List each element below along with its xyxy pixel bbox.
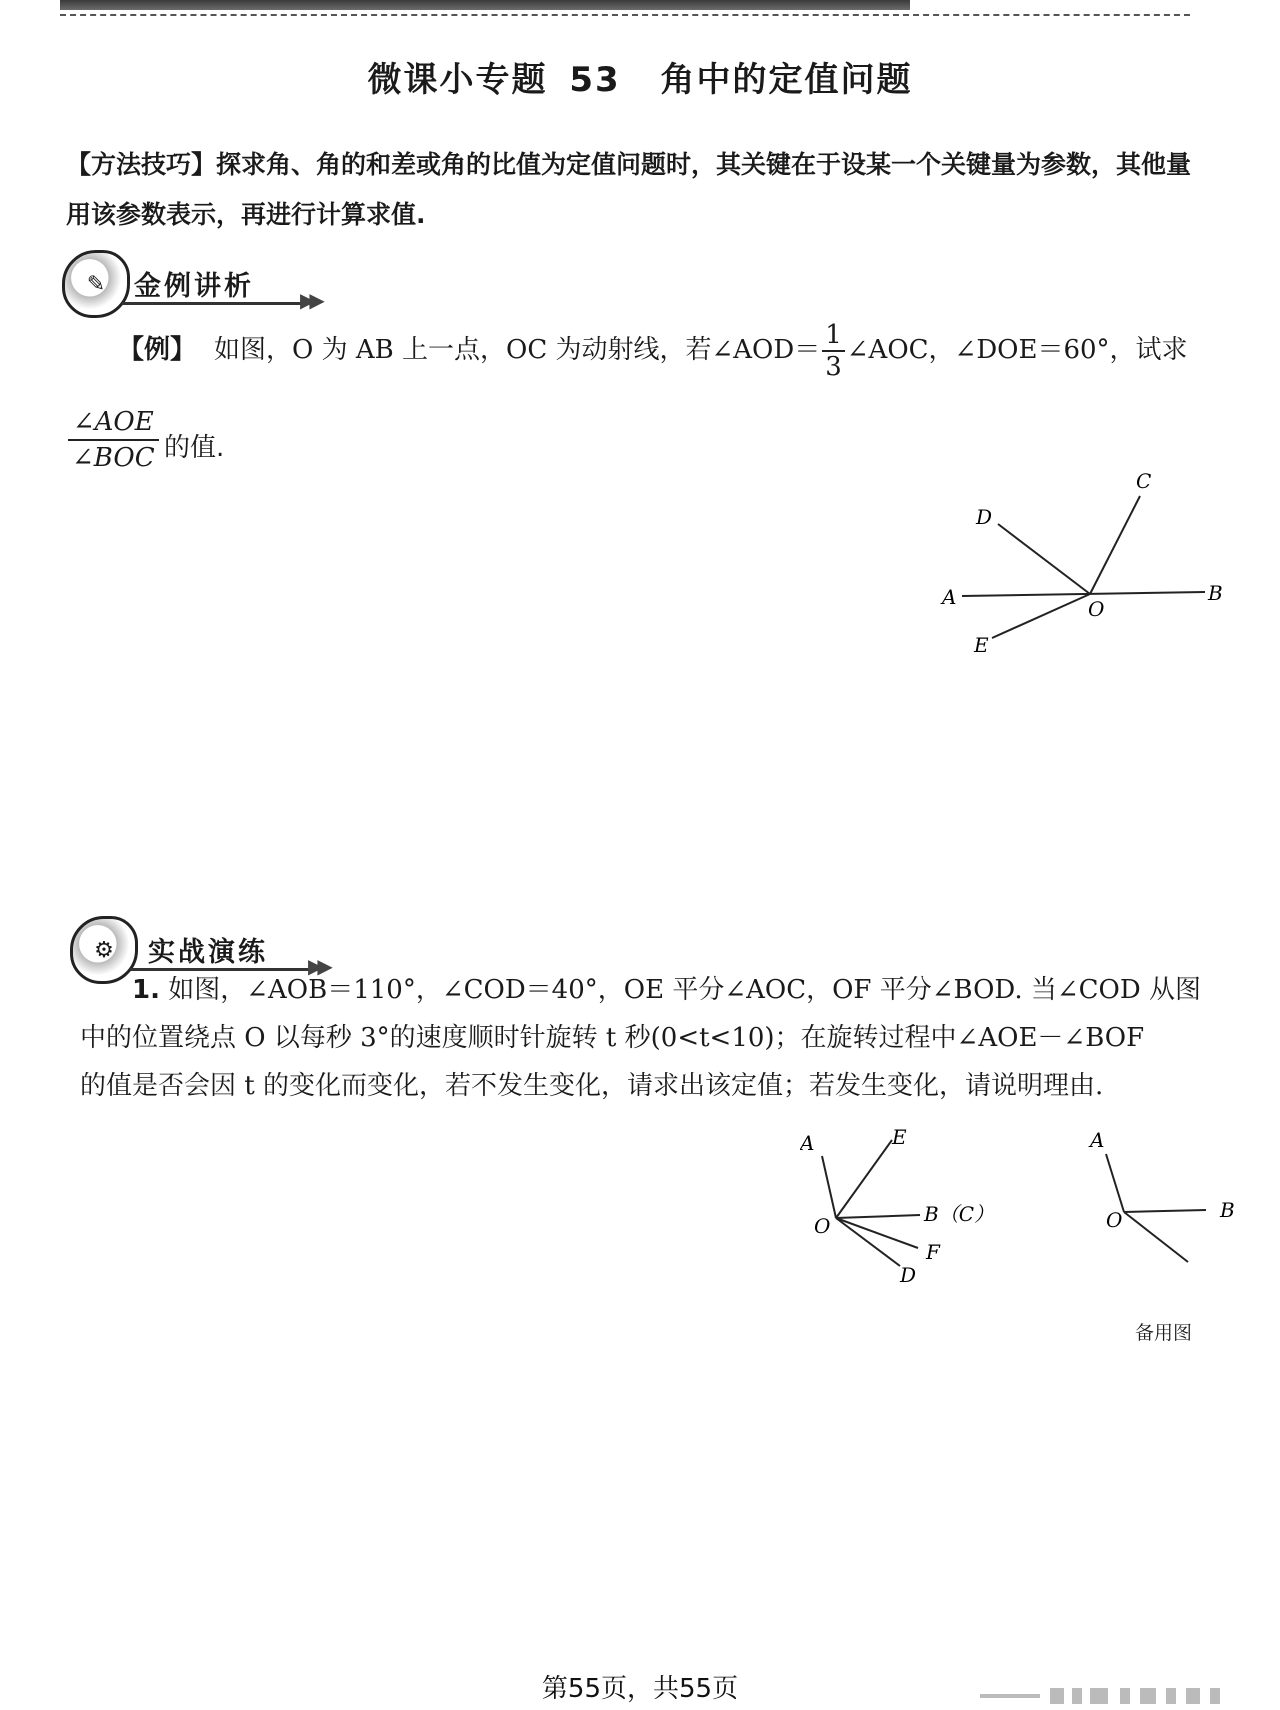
problem-number: 1.: [132, 975, 160, 1005]
label-f: F: [926, 1240, 940, 1264]
ray-oc: [1090, 496, 1140, 594]
gear-icon: ⚙: [70, 916, 138, 984]
section-title-practice: 实战演练: [148, 937, 268, 968]
section-arrow-icon: ▶▶: [300, 288, 319, 312]
top-binding-bar: [60, 0, 910, 10]
example-text-c: 的值.: [164, 433, 225, 463]
book-icon: ✎: [62, 250, 130, 318]
ray-ab: [962, 592, 1205, 596]
figure-backup: [1080, 1120, 1260, 1270]
ray-oa: [1106, 1154, 1124, 1212]
ray-oe: [992, 594, 1090, 638]
method-tag: 【方法技巧】: [66, 150, 217, 179]
method-text: 探求角、角的和差或角的比值为定值问题时，其关键在于设某一个关键量为参数，其他量用该参数表示，再进行计算求值.: [66, 150, 1192, 229]
label-e: E: [974, 633, 989, 657]
label-a: A: [1090, 1128, 1105, 1152]
ratio-denominator: ∠BOC: [72, 443, 155, 473]
page-footer: 第55页，共55页: [541, 1674, 739, 1704]
fraction-numerator: 1: [822, 320, 845, 352]
label-a: A: [800, 1131, 815, 1155]
top-dashed-rule: [60, 14, 1190, 16]
label-bc: B（C）: [924, 1202, 994, 1226]
label-d: D: [900, 1263, 917, 1287]
fraction-one-third: [822, 320, 845, 382]
ratio-numerator: ∠AOE: [68, 405, 159, 441]
label-o: O: [814, 1214, 831, 1238]
section-title-example: 金例讲析: [134, 271, 254, 302]
backup-figure-caption: 备用图: [1135, 1322, 1193, 1344]
title-prefix: 微课小专题: [367, 60, 548, 100]
fraction-denominator: 3: [825, 352, 842, 382]
section-underline: [122, 302, 302, 305]
problem-1: [80, 966, 1230, 1110]
title-number: 53: [569, 60, 621, 100]
label-d: D: [976, 505, 993, 529]
label-o: O: [1088, 597, 1105, 621]
example-tag: 【例】: [118, 335, 197, 365]
figure-example: [930, 460, 1230, 680]
page-title: [0, 52, 1280, 101]
ray-od: [998, 524, 1090, 594]
ray-extra: [1124, 1212, 1188, 1262]
example-text-b: ∠AOC，∠DOE＝60°，试求: [846, 335, 1188, 365]
method-paragraph: [66, 140, 1216, 240]
problem-1-line-3: 的值是否会因 t 的变化而变化，若不发生变化，请求出该定值；若发生变化，请说明理由.: [80, 1071, 1104, 1101]
label-b: B: [1208, 581, 1223, 605]
label-c: C: [1136, 469, 1152, 493]
problem-1-line-2: 中的位置绕点 O 以每秒 3°的速度顺时针旋转 t 秒(0<t<10)；在旋转过程中∠AOE－∠BOF: [80, 1023, 1145, 1053]
section-arrow-icon: ▶▶: [308, 954, 327, 978]
label-a: A: [942, 585, 957, 609]
example-text-a: 如图，O 为 AB 上一点，OC 为动射线，若∠AOD＝: [214, 335, 821, 365]
section-header-example: [62, 250, 322, 316]
ray-ob: [1124, 1210, 1206, 1212]
ratio-fraction: [66, 405, 161, 475]
label-b: B: [1220, 1198, 1235, 1222]
ray-ob: [836, 1215, 920, 1218]
ray-of: [836, 1218, 918, 1248]
ray-od: [836, 1218, 900, 1266]
label-e: E: [892, 1125, 907, 1149]
figure-problem-1: [800, 1120, 1020, 1300]
label-o: O: [1106, 1208, 1123, 1232]
ray-oe: [836, 1140, 892, 1218]
problem-1-line-1: 1. 如图，∠AOB＝110°，∠COD＝40°，OE 平分∠AOC，OF 平分∠BOD. 当∠COD 从图: [132, 975, 1201, 1005]
title-main: 角中的定值问题: [660, 60, 913, 100]
ray-oa: [822, 1156, 836, 1218]
scan-edge-marks: [980, 1688, 1250, 1704]
example-text: [118, 320, 1218, 382]
